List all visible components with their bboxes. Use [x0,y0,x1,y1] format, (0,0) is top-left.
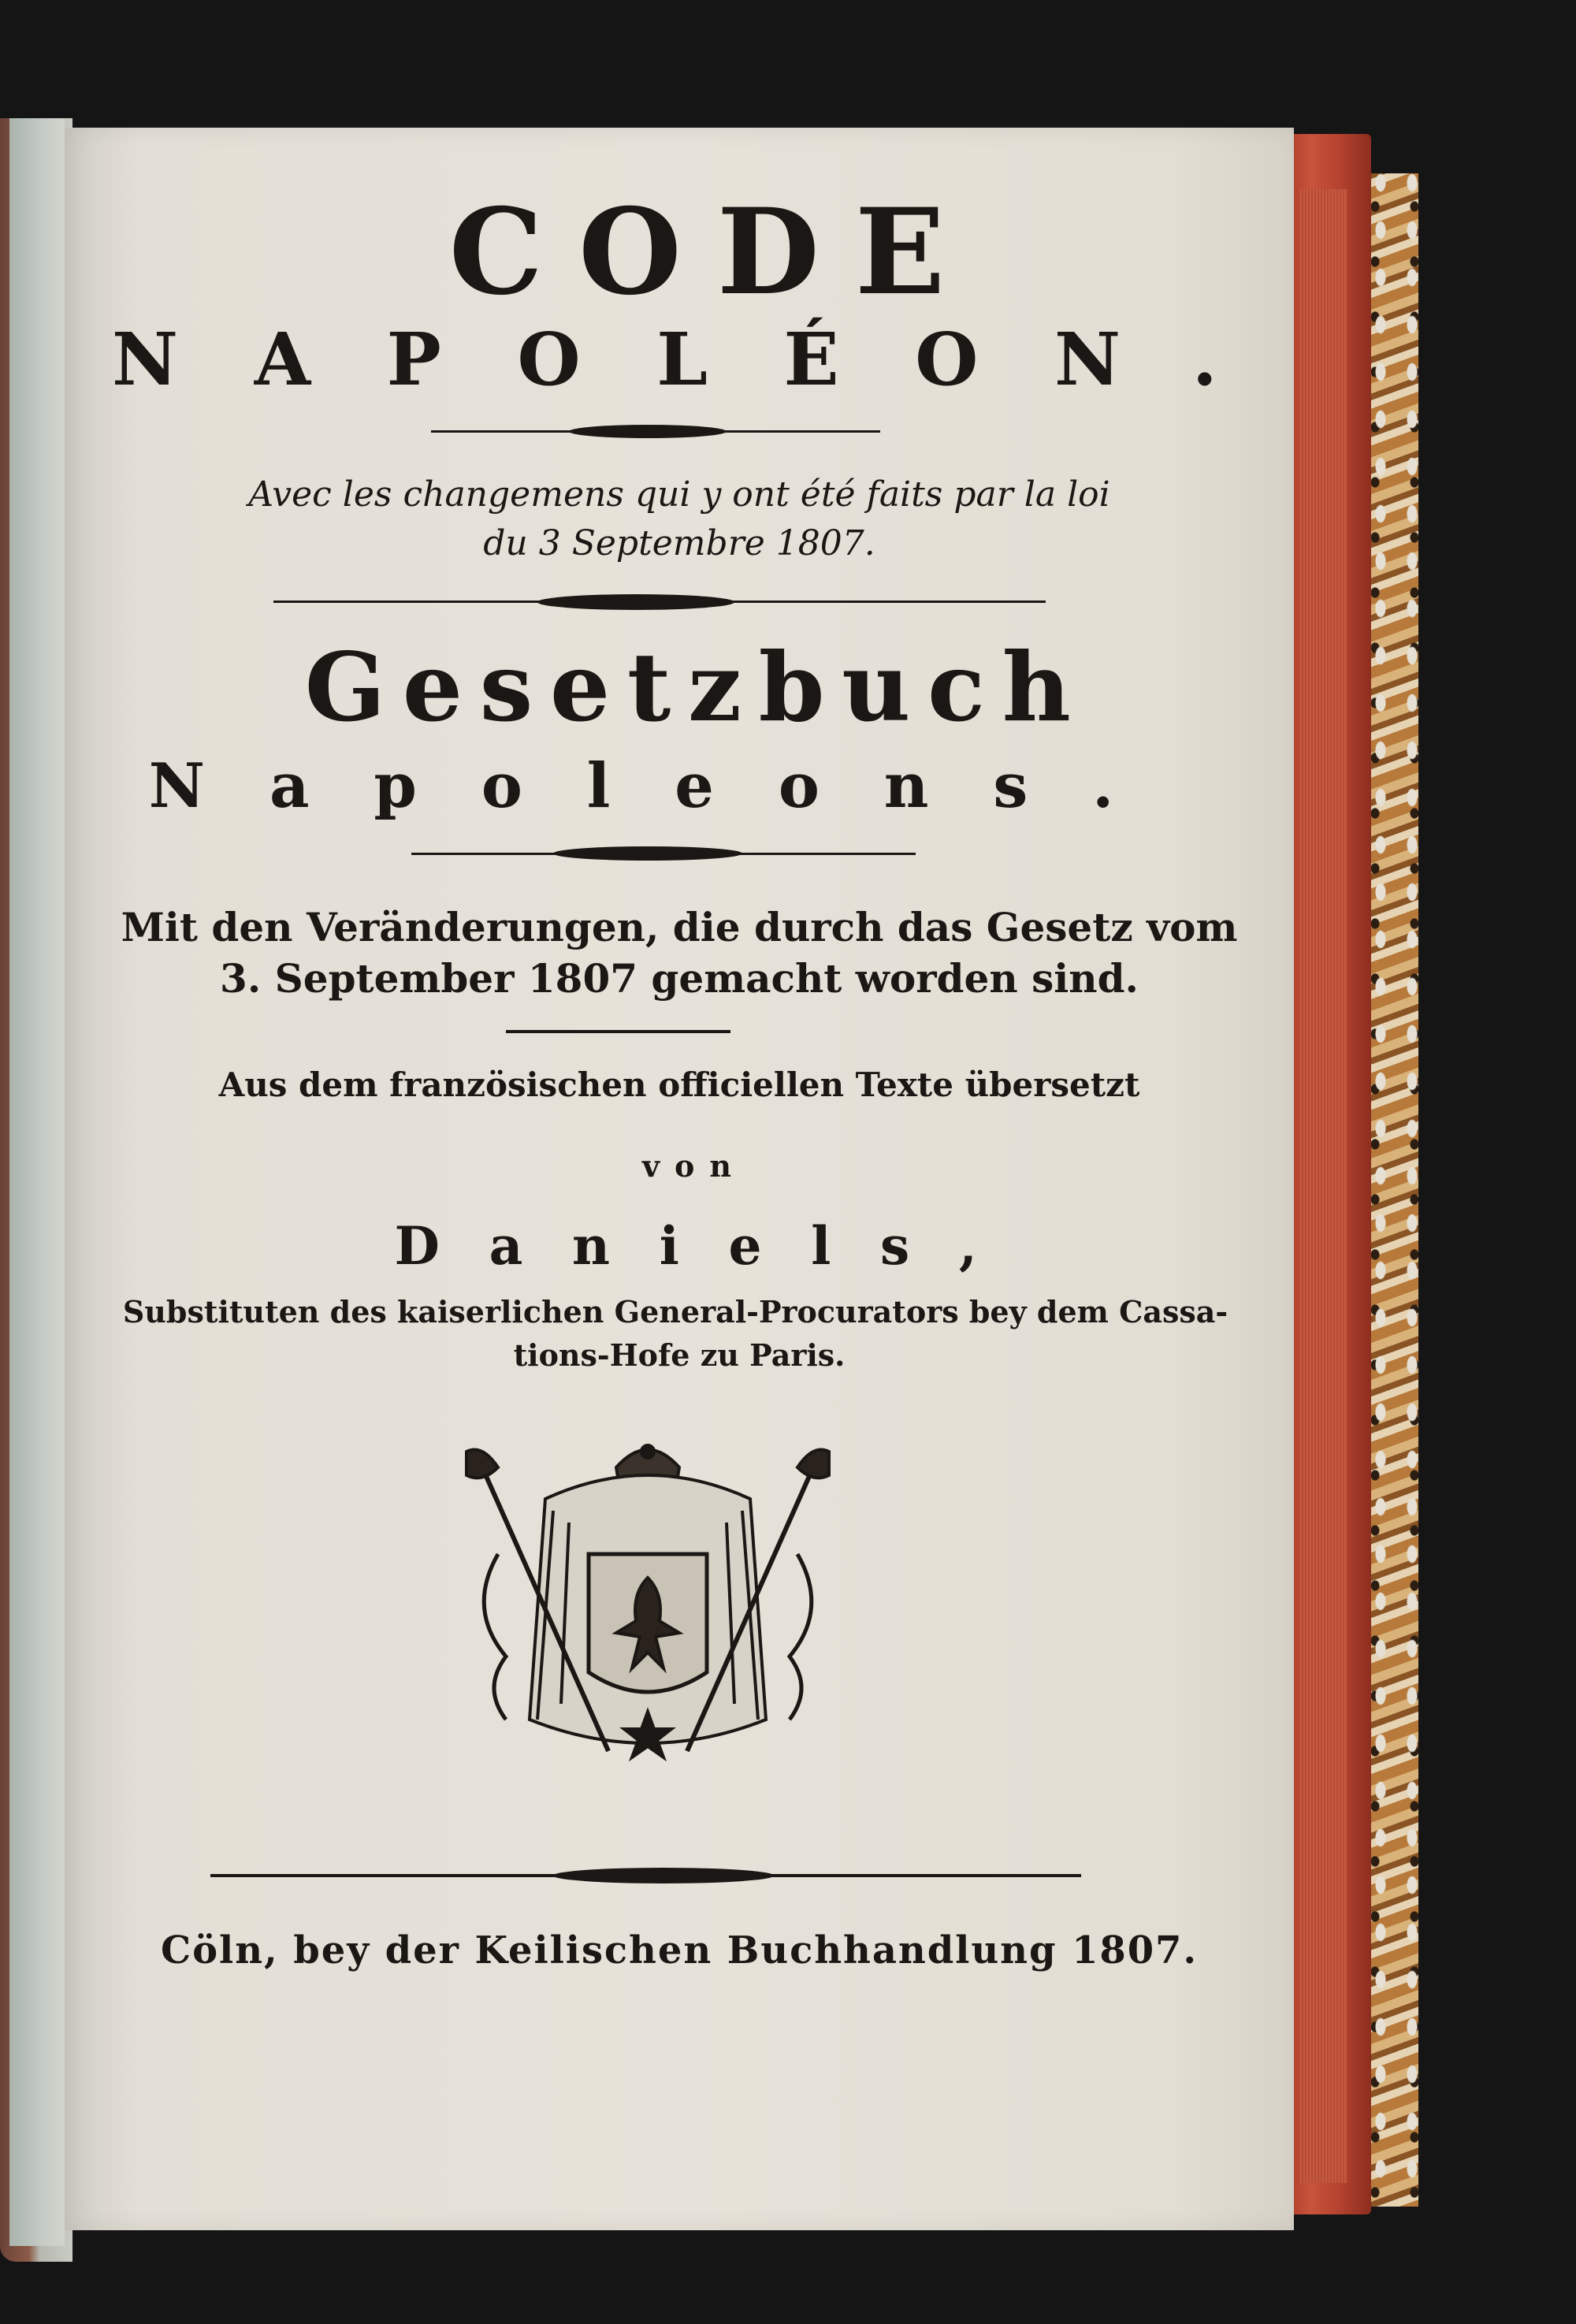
author-role-line-1: Substituten des kaiserlichen General-Procurators bey dem Cassa- [122,1294,1228,1329]
german-subtitle-line-1: Mit den Veränderungen, die durch das Gesetz vom [121,904,1238,950]
von: von [641,1148,747,1184]
ornamental-rule-4-swell [553,1868,774,1883]
german-title-gesetzbuch: Gesetzbuch [304,632,1088,743]
ornamental-rule-2-swell [537,594,734,610]
author-name: Daniels, [394,1215,1027,1277]
imperial-coat-of-arms [451,1436,845,1783]
translation-note: Aus dem französischen officiellen Texte übersetzt [218,1065,1140,1104]
french-subtitle-line-1: Avec les changemens qui y ont été faits par la loi [248,474,1110,515]
left-flyleaf [9,118,65,2246]
german-subtitle-line-2: 3. September 1807 gemacht worden sind. [220,955,1139,1002]
german-title-napoleons: Napoleons. [148,750,1179,822]
title-napoleon: NAPOLÉON. [112,317,1294,402]
title-page [65,128,1294,2230]
ornamental-rule-3-swell [553,846,742,861]
imprint: Cöln, bey der Keilischen Buchhandlung 1807. [160,1928,1198,1973]
title-code: CODE [448,183,981,322]
ornamental-rule-1-swell [569,425,727,438]
red-page-edge-texture [1300,189,1347,2183]
author-role-line-2: tions-Hofe zu Paris. [513,1337,846,1373]
french-subtitle-line-2: du 3 Septembre 1807. [483,523,875,563]
imperial-eagle-coat-of-arms-icon [451,1436,845,1783]
short-rule [506,1030,730,1033]
